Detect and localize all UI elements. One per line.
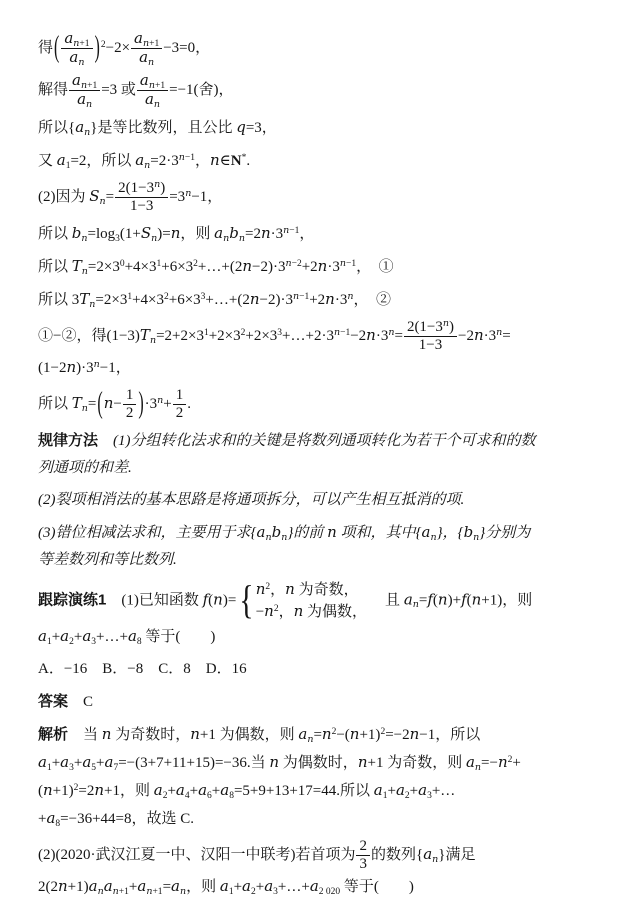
fraction: $\frac{a_{n+1}}{a_n}$ xyxy=(61,30,92,67)
solution-line-ratio: 解得 $\frac{a_{n+1}}{a_n}$ =3 或 $\frac{a_{n+1}}{a_n}$ =−1(舍)， xyxy=(38,71,234,110)
piecewise-cases: { $n^2$，n 为奇数， $-n^2$，n 为偶数， xyxy=(239,578,368,623)
practice-question-1: 跟踪演练1 (1)已知函数 f(n)= { $n^2$，n 为奇数， $-n^2$，n 为偶数， 且 $a_n=f(n)+f(n+1)$，则 $a_1+a_2+a_3+\dots+a_8$ 等于( ) xyxy=(38,578,533,647)
solution-line-general-term: 又 $a_1=2$，所以 $a_n=2\cdot 3^{n-1}$，n∈N*. xyxy=(38,151,251,171)
big-paren: ) xyxy=(94,31,100,64)
solution2-line-tn-result: 所以 $T_n=(n-$ $\frac{1}{2}$ )$\cdot 3^n+$ $\frac{1}{2}$ . xyxy=(38,387,192,421)
fraction: $\frac{a_{n+1}}{a_n}$ xyxy=(131,30,162,67)
solution-line-quadratic: 得( $\frac{a_{n+1}}{a_n}$ )$^2$−2× $\frac{a_{n+1}}{a_n}$ −3=0， xyxy=(38,29,211,68)
big-paren: ( xyxy=(54,31,60,64)
fraction: $\frac{1}{2}$ xyxy=(123,387,137,422)
solution2-line-bn: 所以 $b_n=\log_3(1+S_n)=n$，则 $a_nb_n=2n\cdot 3^{n-1}$， xyxy=(38,224,315,244)
method-point-2: (2)裂项相消法的基本思路是将通项拆分，可以产生相互抵消的项. xyxy=(38,492,465,508)
method-point-1: 规律方法 (1)分组转化法求和的关键是将数列通项转化为若干个可求和的数列通项的和差. xyxy=(38,432,536,476)
practice-analysis: 解析 当 n 为奇数时，n+1 为偶数，则 $a_n=n^2-(n+1)^2=-2n-1$，所以 $a_1+a_3+a_5+a_7=-(3+7+11+15)=-36$.当 n 为偶数时，n+1 为奇数，则 $a_n=-n^2+(n+1)^2=2n+1$，则 $a_2+a_4+a_6+a_8=5+9+13+17=44$.所以 $a_1+a_2+a_3+\dots+a_8=-36+44=8$，故选 C. xyxy=(38,725,521,829)
fraction: $\frac{2}{3}$ xyxy=(356,838,370,873)
solution2-line-sn: (2)因为 $S_n=$ $\frac{2(1-3^n)}{1-3}$ $=3^n-1$， xyxy=(38,179,223,214)
practice-question-2: (2)(2020·武汉江夏一中、汉阳一中联考)若首项为 $\frac{2}{3}$ 的数列$\{a_n\}$满足 $2(2n+1)a_na_{n+1}+a_{n+1}=a_n$，则 $a_1+a_2+a_3+\dots+a_{2 020}$ 等于( ) xyxy=(38,838,476,897)
fraction: $\frac{a_{n+1}}{a_n}$ xyxy=(137,72,168,109)
fraction: $\frac{1}{2}$ xyxy=(173,387,187,422)
solution-line-geometric: 所以$\{a_n\}$是等比数列，且公比 q=3， xyxy=(38,118,277,138)
method-point-3: (3)错位相减法求和，主要用于求$\{a_nb_n\}$的前 n 项和，其中$\{a_n\}$，$\{b_n\}$分别为等差数列和等比数列. xyxy=(38,523,531,568)
fraction: $\frac{2(1-3^n)}{1-3}$ xyxy=(404,319,457,354)
practice-choices: A．−16 B．−8 C．8 D．16 xyxy=(38,661,247,677)
solution2-line-tn-1: 所以 $T_n=2\times 3^0+4\times 3^1+6\times 3^2+\dots+(2n-2)\cdot 3^{n-2}+2n\cdot 3^{n-1}$， ① xyxy=(38,257,394,277)
big-paren: ( xyxy=(97,387,103,420)
solution2-line-subtract: ①−②，得$(1-3)T_n=2+2\times 3^1+2\times 3^2+2\times 3^3+\dots+2\cdot 3^{n-1}-2n\cdot 3^n=$ $\frac{2(1-3^n)}{1-3}$ $-2n\cdot 3^n=(1-2n)\cdot 3^n-1$， xyxy=(38,318,511,376)
solution2-line-tn-2: 所以 $3T_n=2\times 3^1+4\times 3^2+6\times 3^3+\dots+(2n-2)\cdot 3^{n-1}+2n\cdot 3^n$， ② xyxy=(38,290,391,310)
big-paren: ) xyxy=(138,387,144,420)
left-brace: { xyxy=(239,578,254,623)
fraction: $\frac{a_{n+1}}{a_n}$ xyxy=(69,72,100,109)
practice-answer: 答案 C xyxy=(38,693,94,710)
fraction: $\frac{2(1-3^n)}{1-3}$ xyxy=(115,180,168,215)
